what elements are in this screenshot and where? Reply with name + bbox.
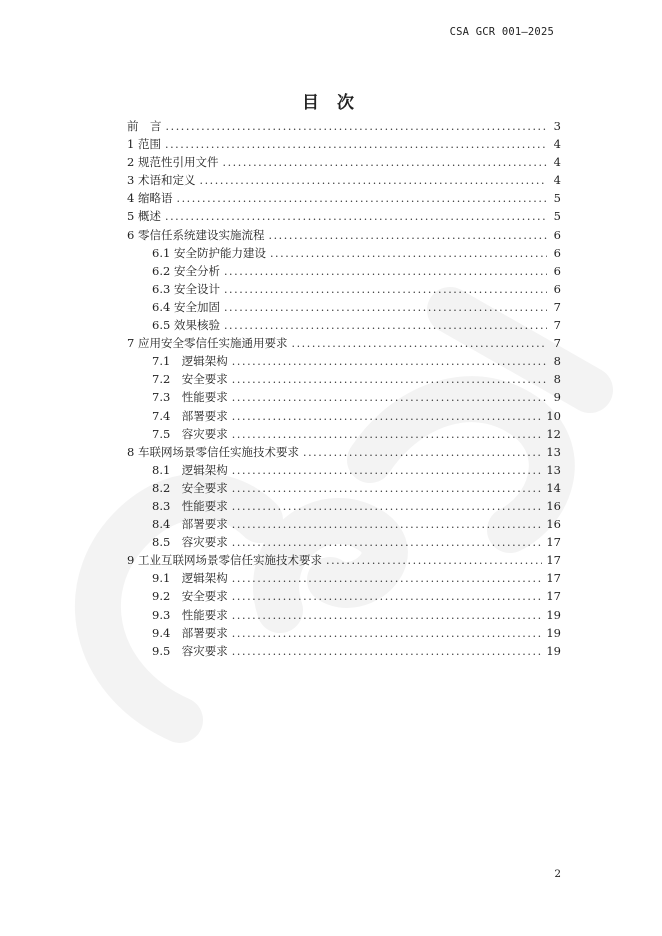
- toc-entry[interactable]: [127, 497, 561, 515]
- toc-entry-label: 9.2 安全要求: [152, 589, 228, 604]
- toc-leader-dots: [232, 534, 543, 552]
- toc-entry-label: 6.1 安全防护能力建设: [152, 245, 266, 260]
- toc-entry-page: 4: [553, 137, 561, 152]
- toc-entry-label: 6.3 安全设计: [152, 281, 220, 296]
- toc-leader-dots: [224, 317, 547, 335]
- toc-entry[interactable]: [127, 262, 561, 280]
- toc-leader-dots: [232, 516, 543, 534]
- toc-leader-dots: [232, 480, 543, 498]
- toc-entry-label: 3 术语和定义: [127, 173, 196, 188]
- toc-entry-label: 前 言: [127, 119, 162, 133]
- toc-entry[interactable]: [127, 135, 561, 153]
- toc-leader-dots: [270, 245, 547, 263]
- toc-leader-dots: [224, 299, 547, 317]
- toc-entry-page: 17: [546, 589, 561, 604]
- toc-entry[interactable]: [127, 587, 561, 605]
- toc-entry-page: 14: [546, 480, 561, 495]
- toc-entry[interactable]: [127, 533, 561, 551]
- toc-entry[interactable]: [127, 153, 561, 171]
- toc-entry-page: 19: [546, 643, 561, 658]
- toc-entry-label: 7.5 容灾要求: [152, 426, 228, 441]
- toc-entry-label: 6 零信任系统建设实施流程: [127, 227, 265, 242]
- toc-entry-label: 5 概述: [127, 209, 161, 224]
- toc-entry[interactable]: [127, 407, 561, 425]
- toc-leader-dots: [224, 281, 547, 299]
- toc-entry-page: 16: [546, 498, 561, 513]
- toc-entry-page: 17: [546, 571, 561, 586]
- toc-leader-dots: [232, 625, 543, 643]
- toc-leader-dots: [303, 444, 542, 462]
- toc-entry[interactable]: [127, 515, 561, 533]
- toc-entry-page: 17: [546, 553, 561, 568]
- toc-entry[interactable]: [127, 370, 561, 388]
- toc-entry[interactable]: [127, 569, 561, 587]
- toc-entry-label: 6.2 安全分析: [152, 263, 220, 278]
- toc-leader-dots: [232, 643, 543, 661]
- toc-entry[interactable]: [127, 226, 561, 244]
- toc-entry-page: 7: [553, 299, 561, 314]
- toc-entry-page: 8: [553, 354, 561, 369]
- toc-entry-page: 19: [546, 607, 561, 622]
- toc-leader-dots: [268, 227, 547, 245]
- toc-entry-page: 17: [546, 535, 561, 550]
- toc-entry-page: 9: [553, 390, 561, 405]
- toc-entry-label: 8.3 性能要求: [152, 498, 228, 513]
- toc-leader-dots: [232, 389, 547, 407]
- toc-entry-page: 13: [546, 462, 561, 477]
- toc-leader-dots: [232, 353, 547, 371]
- toc-entry-label: 7 应用安全零信任实施通用要求: [127, 336, 288, 351]
- toc-entry-label: 9.1 逻辑架构: [152, 571, 228, 586]
- toc-entry-label: 4 缩略语: [127, 191, 173, 206]
- toc-entry[interactable]: [127, 189, 561, 207]
- table-of-contents: [127, 117, 561, 660]
- toc-entry-label: 8.5 容灾要求: [152, 535, 228, 550]
- toc-entry-page: 13: [546, 444, 561, 459]
- toc-entry-page: 4: [553, 173, 561, 188]
- toc-entry-page: 8: [553, 372, 561, 387]
- toc-leader-dots: [176, 190, 547, 208]
- toc-leader-dots: [232, 570, 543, 588]
- toc-entry-label: 6.4 安全加固: [152, 299, 220, 314]
- document-standard-code: CSA GCR 001—2025: [449, 26, 554, 38]
- toc-leader-dots: [232, 588, 543, 606]
- toc-entry[interactable]: [127, 642, 561, 660]
- toc-entry[interactable]: [127, 280, 561, 298]
- toc-entry-page: 3: [553, 119, 561, 133]
- toc-leader-dots: [224, 263, 547, 281]
- toc-leader-dots: [232, 426, 543, 444]
- toc-entry-page: 16: [546, 517, 561, 532]
- toc-entry[interactable]: [127, 117, 561, 135]
- toc-entry[interactable]: [127, 388, 561, 406]
- toc-entry[interactable]: [127, 207, 561, 225]
- toc-entry-page: 7: [553, 318, 561, 333]
- toc-entry-label: 7.1 逻辑架构: [152, 354, 228, 369]
- toc-leader-dots: [232, 462, 543, 480]
- toc-entry[interactable]: [127, 425, 561, 443]
- toc-entry[interactable]: [127, 171, 561, 189]
- toc-entry-label: 9.3 性能要求: [152, 607, 228, 622]
- toc-entry[interactable]: [127, 244, 561, 262]
- toc-leader-dots: [232, 371, 547, 389]
- toc-entry[interactable]: [127, 443, 561, 461]
- toc-leader-dots: [222, 154, 547, 172]
- toc-entry-page: 5: [553, 191, 561, 206]
- toc-entry-label: 9 工业互联网场景零信任实施技术要求: [127, 553, 322, 568]
- toc-leader-dots: [291, 335, 547, 353]
- toc-entry-page: 6: [553, 227, 561, 242]
- toc-entry[interactable]: [127, 298, 561, 316]
- toc-entry-page: 6: [553, 281, 561, 296]
- toc-entry-page: 12: [546, 426, 561, 441]
- toc-leader-dots: [165, 136, 547, 154]
- toc-entry-label: 7.3 性能要求: [152, 390, 228, 405]
- toc-leader-dots: [232, 607, 543, 625]
- page-number: 2: [554, 868, 561, 880]
- toc-title: 目 次: [302, 93, 360, 113]
- toc-entry[interactable]: [127, 479, 561, 497]
- toc-leader-dots: [232, 498, 543, 516]
- toc-entry[interactable]: [127, 316, 561, 334]
- toc-entry[interactable]: [127, 461, 561, 479]
- toc-entry-label: 8.2 安全要求: [152, 480, 228, 495]
- toc-entry-page: 19: [546, 625, 561, 640]
- toc-leader-dots: [326, 552, 542, 570]
- toc-entry-label: 8.4 部署要求: [152, 517, 228, 532]
- toc-entry-page: 5: [553, 209, 561, 224]
- toc-entry[interactable]: [127, 606, 561, 624]
- toc-entry-page: 6: [553, 245, 561, 260]
- toc-leader-dots: [166, 118, 548, 136]
- toc-leader-dots: [165, 208, 547, 226]
- toc-entry[interactable]: [127, 334, 561, 352]
- toc-entry[interactable]: [127, 551, 561, 569]
- toc-entry-label: 7.4 部署要求: [152, 408, 228, 423]
- toc-entry-page: 6: [553, 263, 561, 278]
- toc-entry[interactable]: [127, 624, 561, 642]
- toc-entry-page: 7: [553, 336, 561, 351]
- toc-entry[interactable]: [127, 352, 561, 370]
- toc-entry-page: 10: [546, 408, 561, 423]
- toc-entry-label: 2 规范性引用文件: [127, 155, 219, 170]
- toc-entry-label: 8 车联网场景零信任实施技术要求: [127, 444, 299, 459]
- toc-entry-label: 8.1 逻辑架构: [152, 462, 228, 477]
- toc-entry-label: 6.5 效果核验: [152, 318, 220, 333]
- toc-entry-label: 9.4 部署要求: [152, 625, 228, 640]
- toc-leader-dots: [232, 408, 543, 426]
- toc-entry-label: 9.5 容灾要求: [152, 643, 228, 658]
- toc-entry-label: 1 范围: [127, 137, 161, 152]
- toc-entry-page: 4: [553, 155, 561, 170]
- toc-leader-dots: [199, 172, 547, 190]
- toc-entry-label: 7.2 安全要求: [152, 372, 228, 387]
